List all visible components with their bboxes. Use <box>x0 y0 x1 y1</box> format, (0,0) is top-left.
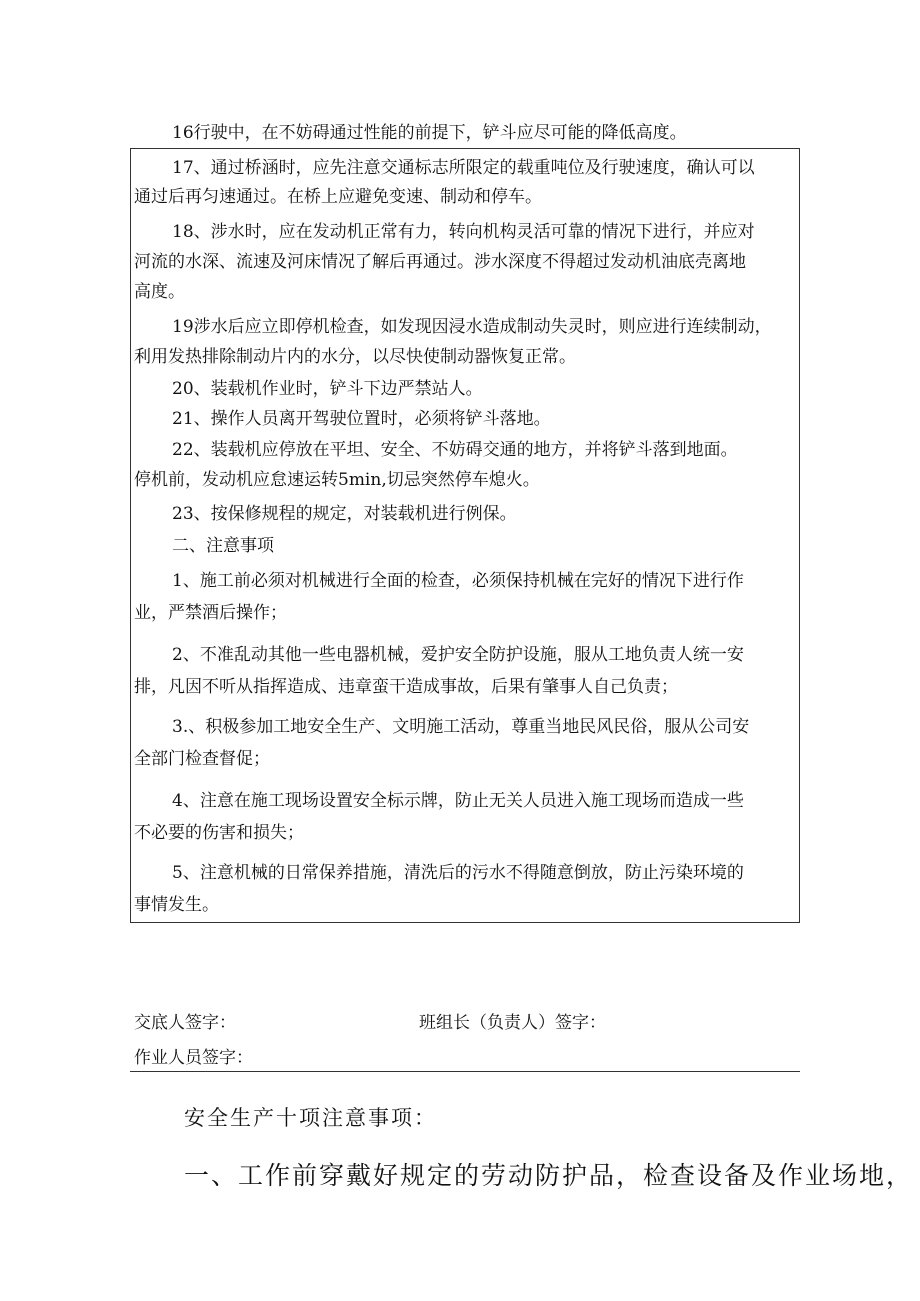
item-19-line-1: 19涉水后应立即停机检查，如发现因浸水造成制动失灵时，则应进行连续制动， <box>172 317 772 337</box>
note-5-line-2: 事情发生。 <box>134 895 219 915</box>
note-3-line-1: 3.、积极参加工地安全生产、文明施工活动，尊重当地民风民俗，服从公司安 <box>172 717 750 737</box>
discloser-signature-label: 交底人签字： <box>134 1013 236 1033</box>
item-18-line-2: 河流的水深、流速及河床情况了解后再通过。涉水深度不得超过发动机油底壳离地 <box>134 252 746 272</box>
team-leader-signature-label: 班组长（负责人）签字： <box>419 1013 606 1033</box>
note-2-line-1: 2、不准乱动其他一些电器机械，爱护安全防护设施，服从工地负责人统一安 <box>172 645 744 665</box>
item-17-line-2: 通过后再匀速通过。在桥上应避免变速、制动和停车。 <box>134 187 542 207</box>
item-22-line-2: 停机前，发动机应怠速运转5min,切忌突然停车熄火。 <box>134 470 540 490</box>
item-19-line-2: 利用发热排除制动片内的水分，以尽快使制动器恢复正常。 <box>134 347 576 367</box>
intro-line: 16行驶中，在不妨碍通过性能的前提下，铲斗应尽可能的降低高度。 <box>172 123 687 143</box>
signature-rule <box>130 1071 800 1072</box>
note-1-line-1: 1、施工前必须对机械进行全面的检查，必须保持机械在完好的情况下进行作 <box>172 571 744 591</box>
note-3-line-2: 全部门检查督促； <box>134 749 270 769</box>
item-17-line-1: 17、通过桥涵时，应先注意交通标志所限定的载重吨位及行驶速度，确认可以 <box>172 158 755 178</box>
item-23: 23、按保修规程的规定，对装载机进行例保。 <box>172 504 517 524</box>
item-22-line-1: 22、装载机应停放在平坦、安全、不妨碍交通的地方，并将铲斗落到地面。 <box>172 440 738 460</box>
notes-heading: 二、注意事项 <box>172 536 274 556</box>
note-4-line-1: 4、注意在施工现场设置安全标示牌，防止无关人员进入施工现场而造成一些 <box>172 791 744 811</box>
note-2-line-2: 排，凡因不听从指挥造成、违章蛮干造成事故，后果有肇事人自己负责； <box>134 677 678 697</box>
item-21: 21、操作人员离开驾驶位置时，必须将铲斗落地。 <box>172 409 551 429</box>
note-4-line-2: 不必要的伤害和损失； <box>134 823 304 843</box>
safety-first-line: 一、工作前穿戴好规定的劳动防护品，检查设备及作业场地， <box>184 1161 914 1190</box>
item-20: 20、装载机作业时，铲斗下边严禁站人。 <box>172 379 483 399</box>
item-18-line-1: 18、涉水时，应在发动机正常有力，转向机构灵活可靠的情况下进行，并应对 <box>172 222 755 242</box>
workers-signature-label: 作业人员签字： <box>134 1048 253 1068</box>
item-18-line-3: 高度。 <box>134 282 185 302</box>
note-1-line-2: 业，严禁酒后操作； <box>134 603 287 623</box>
note-5-line-1: 5、注意机械的日常保养措施，清洗后的污水不得随意倒放，防止污染环境的 <box>172 863 744 883</box>
safety-title: 安全生产十项注意事项： <box>184 1106 437 1130</box>
